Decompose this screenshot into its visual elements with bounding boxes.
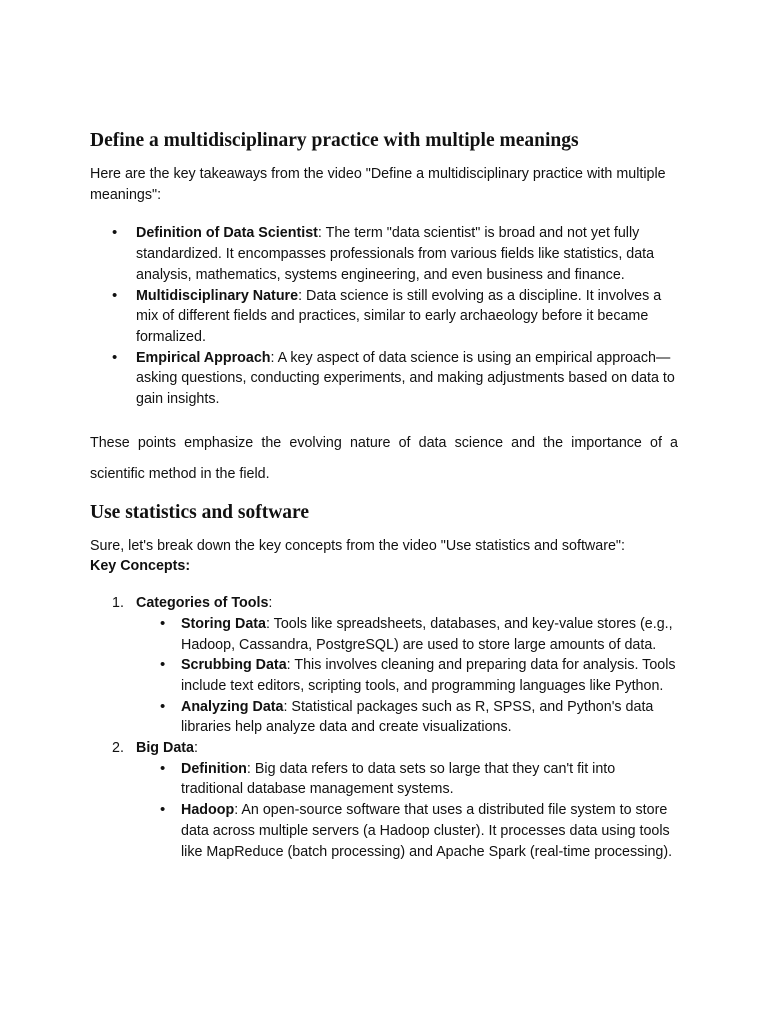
item-term: Big Data	[136, 740, 194, 757]
list-item	[90, 223, 678, 285]
key-concepts-text: Key Concepts:	[90, 558, 191, 575]
sub-list	[136, 759, 678, 863]
list-item	[90, 738, 678, 862]
list-item	[136, 800, 678, 862]
section-heading-multidisciplinary: Define a multidisciplinary practice with multiple meanings	[90, 130, 579, 151]
sub-text: : Statistical packages such as R, SPSS, and Python's data libraries help analyze data and create visualizations.	[181, 698, 654, 736]
key-concepts-label	[90, 556, 678, 577]
section2-intro: Sure, let's break down the key concepts from the video "Use statistics and software":	[90, 537, 625, 554]
section1-intro: Here are the key takeaways from the video "Define a multidisciplinary practice with multiple meanings":	[90, 166, 666, 203]
item-term: Categories of Tools	[136, 595, 269, 612]
bullet-term: Multidisciplinary Nature	[136, 287, 299, 304]
bullet-text: : The term "data scientist" is broad and not yet fully standardized. It encompasses professionals from various fields like statistics, data analysis, mathematics, systems engineering, and even business and finance.	[136, 225, 655, 283]
item-number: 1.	[112, 595, 124, 612]
bullet-text: : Data science is still evolving as a discipline. It involves a mix of different fields and practices, similar to early archaeology before it became formalized.	[136, 287, 662, 345]
item-number: 2.	[112, 740, 124, 757]
concepts-list	[90, 593, 678, 862]
bullet-term: Definition of Data Scientist	[136, 225, 318, 242]
sub-text: : An open-source software that uses a distributed file system to store data across multiple servers (a Hadoop cluster). It processes data using tools like MapReduce (batch processing) and Apache Spark (real-time processing).	[181, 802, 673, 860]
section1-summary: These points emphasize the evolving nature of data science and the importance of a scientific method in the field.	[90, 434, 678, 482]
sub-list	[136, 614, 678, 738]
list-item	[136, 614, 678, 655]
list-item	[136, 759, 678, 800]
bullet-text: : A key aspect of data science is using an empirical approach—asking questions, conducting experiments, and making adjustments based on data to gain insights.	[136, 349, 675, 408]
sub-text: : This involves cleaning and preparing data for analysis. Tools include text editors, scripting tools, and programming languages like Python.	[181, 657, 676, 694]
sub-term: Definition	[181, 760, 247, 777]
sub-term: Analyzing Data	[181, 698, 284, 715]
sub-term: Storing Data	[181, 615, 266, 632]
list-item	[90, 348, 678, 410]
sub-term: Hadoop	[181, 802, 235, 819]
list-item	[90, 593, 678, 738]
sub-text: : Tools like spreadsheets, databases, and key-value stores (e.g., Hadoop, Cassandra, PostgreSQL) are used to store large amounts of data.	[181, 615, 673, 653]
bullet-term: Empirical Approach	[136, 349, 271, 366]
sub-term: Scrubbing Data	[181, 657, 287, 674]
sub-text: : Big data refers to data sets so large that they can't fit into traditional database management systems.	[181, 760, 616, 798]
list-item	[136, 655, 678, 696]
item-suffix: :	[194, 740, 198, 757]
list-item	[90, 286, 678, 348]
item-suffix: :	[268, 595, 273, 612]
list-item	[136, 697, 678, 738]
takeaways-list	[90, 223, 678, 409]
section-heading-statistics-software: Use statistics and software	[90, 501, 309, 523]
